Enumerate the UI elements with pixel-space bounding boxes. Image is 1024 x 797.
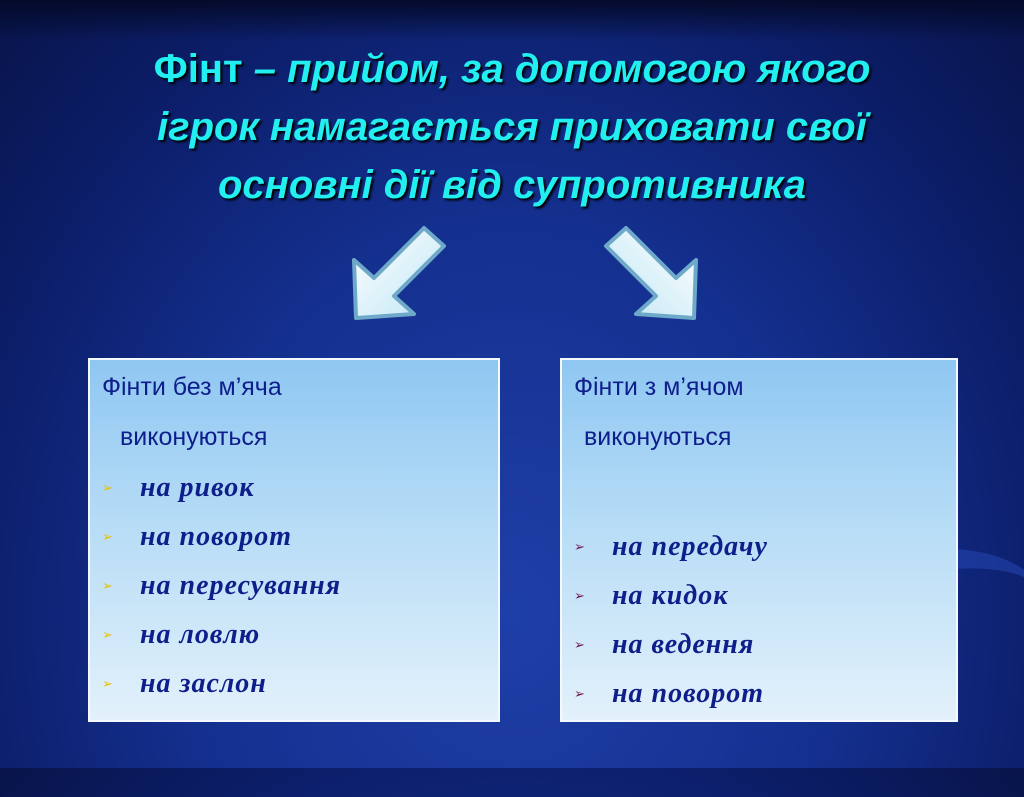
list-item-text: на поворот (140, 521, 293, 552)
list-item-text: на пересування (140, 570, 342, 601)
top-shade (0, 0, 1024, 40)
title-definition-part-3: основні дії від супротивника (217, 163, 807, 207)
chevron-bullet-icon: ➢ (102, 529, 113, 544)
list-item-text: на ривок (140, 472, 255, 503)
list-item-text: на заслон (140, 668, 267, 699)
title-line-1 (40, 40, 984, 98)
title-term: Фінт (153, 47, 243, 91)
feints-with-ball-box (560, 358, 958, 722)
slide-title (40, 40, 984, 214)
chevron-bullet-icon: ➢ (102, 627, 113, 642)
box-heading: Фінти без м’яча (102, 373, 282, 401)
chevron-bullet-icon: ➢ (102, 578, 113, 593)
list-item-text: на ловлю (140, 619, 261, 650)
box-subheading: виконуються (120, 423, 268, 451)
chevron-bullet-icon: ➢ (102, 480, 113, 495)
box-subheading: виконуються (584, 423, 732, 451)
feints-without-ball-box (88, 358, 500, 722)
chevron-bullet-icon: ➢ (574, 539, 585, 554)
chevron-bullet-icon: ➢ (574, 588, 585, 603)
title-definition-part-2: ігрок намагається приховати свої (157, 105, 867, 149)
chevron-bullet-icon: ➢ (574, 686, 585, 701)
box-heading: Фінти з м’ячом (574, 373, 744, 401)
chevron-bullet-icon: ➢ (574, 637, 585, 652)
chevron-bullet-icon: ➢ (102, 676, 113, 691)
arrow-down-left-icon (340, 224, 450, 324)
list-item-text: на ведення (612, 629, 755, 660)
list-item-text: на передачу (612, 531, 768, 562)
list-item-text: на кидок (612, 580, 729, 611)
list-item-text: на поворот (612, 678, 765, 709)
title-definition-part-1: – прийом, за допомогою якого (242, 47, 871, 91)
arrow-down-right-icon (600, 224, 710, 324)
